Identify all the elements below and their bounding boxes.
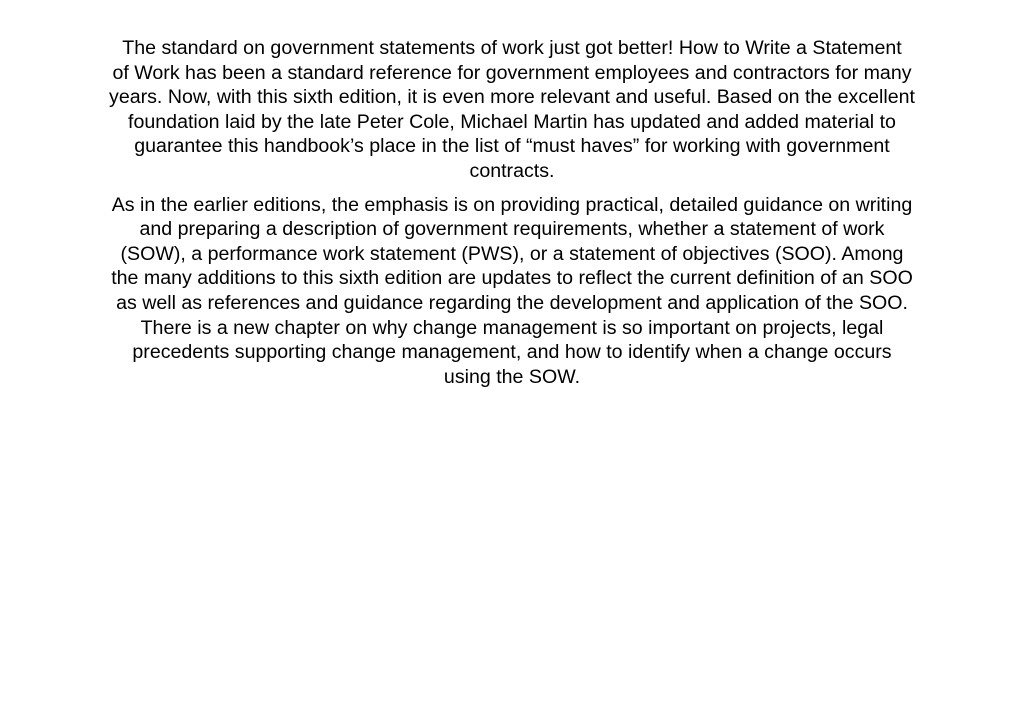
intro-paragraph: The standard on government statements of work just got better! How to Write a Statement of Work has been a standard reference for government employees and contractors for many years. Now, with this sixth edition, it is even more relevant and useful. Based on the excellent foundation laid by the late Peter Cole, Michael Martin has updated and added material to guarantee this handbook’s place in the list of “must haves” for working with government contracts. [109, 37, 915, 182]
document-body [34, 36, 990, 389]
details-paragraph: As in the earlier editions, the emphasis is on providing practical, detailed guidance on writing and preparing a description of government requirements, whether a statement of work (SOW), a performance work statement (PWS), or a statement of objectives (SOO). Among the many additions to this sixth edition are updates to reflect the current definition of an SOO as well as references and guidance regarding the development and application of the SOO. There is a new chapter on why change management is so important on projects, legal precedents supporting change management, and how to identify when a change occurs using the SOW. [111, 193, 913, 388]
